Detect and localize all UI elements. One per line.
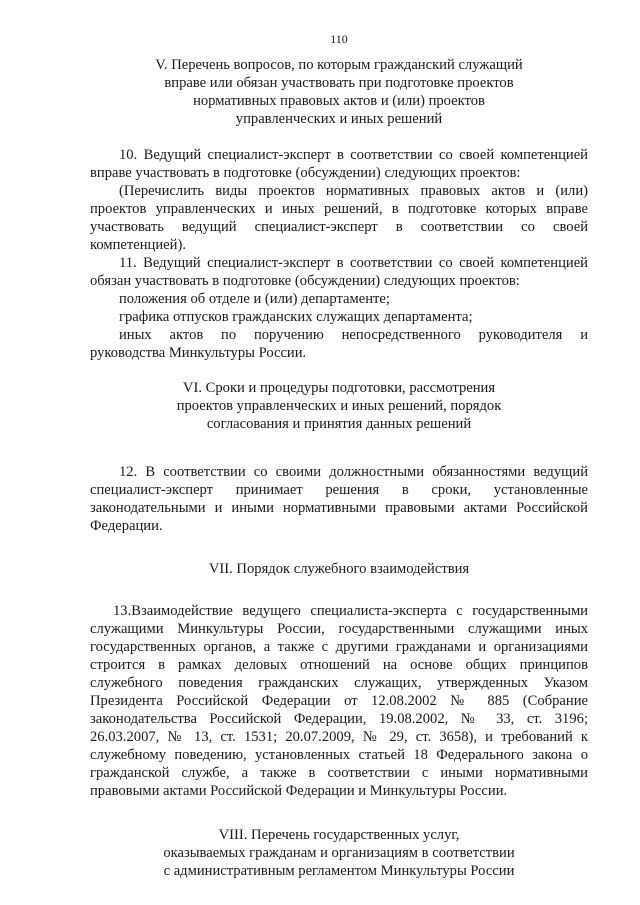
- paragraph-line: вправе участвовать в подготовке (обсуждении) следующих проектов:: [90, 165, 521, 181]
- paragraph-line: служебного поведения гражданских служащих, утвержденных Указом: [90, 675, 588, 691]
- paragraph-line: законодательными и иными нормативными правовыми актами Российской: [90, 500, 588, 516]
- paragraph-line: специалист-эксперт принимает решения в сроки, установленные: [90, 482, 588, 498]
- paragraph-13: [90, 602, 588, 800]
- heading-line: VI. Сроки и процедуры подготовки, рассмотрения: [182, 380, 496, 396]
- page-number: 110: [330, 32, 348, 46]
- paragraph-line: правовыми актами Российской Федерации и Минкультуры России.: [90, 783, 508, 799]
- paragraph-line: иных актов по поручению непосредственного руководителя и: [119, 327, 588, 343]
- paragraph-line: 10. Ведущий специалист-эксперт в соответствии со своей компетенцией: [119, 147, 588, 163]
- heading-line: согласования и принятия данных решений: [206, 416, 472, 432]
- heading-line: вправе или обязан участвовать при подготовке проектов: [164, 75, 514, 91]
- paragraph-line: Федерации.: [90, 518, 163, 534]
- paragraph-line: 26.03.2007, № 13, ст. 1531; 20.07.2009, № 29, ст. 3658), и требований к: [90, 729, 588, 745]
- paragraph-line: 12. В соответствии со своими должностными обязанностями ведущий: [119, 464, 588, 480]
- paragraph-line: проектов управленческих и иных решений, в подготовке которых вправе: [90, 201, 588, 217]
- heading-line: нормативных правовых актов и (или) проектов: [193, 93, 485, 109]
- heading-line: V. Перечень вопросов, по которым гражданский служащий: [155, 57, 523, 73]
- heading-line: управленческих и иных решений: [235, 111, 443, 127]
- paragraph-11: [90, 254, 588, 362]
- section-v-heading: [90, 56, 588, 128]
- paragraph-line: Президента Российской Федерации от 12.08.2002 № 885 (Собрание: [90, 693, 588, 709]
- paragraph-12: [90, 463, 588, 535]
- section-viii-heading: [90, 826, 588, 880]
- paragraph-line: государственных органов, а также с другими гражданами и организациями: [90, 639, 588, 655]
- heading-line: VIII. Перечень государственных услуг,: [218, 827, 460, 843]
- section-vi-heading: [90, 379, 588, 433]
- paragraph-line: 13.Взаимодействие ведущего специалиста-эксперта с государственными: [113, 603, 588, 619]
- paragraph-line: 11. Ведущий специалист-эксперт в соответствии со своей компетенцией: [119, 255, 588, 271]
- heading-line: с административным регламентом Минкультуры России: [163, 863, 515, 879]
- paragraph-line: служащими Минкультуры России, государственными служащими иных: [90, 621, 588, 637]
- heading-line: оказываемых гражданам и организациям в соответствии: [163, 845, 515, 861]
- heading-line: проектов управленческих и иных решений, порядок: [176, 398, 502, 414]
- paragraph-10: [90, 146, 588, 182]
- paragraph-line: строится в рамках деловых отношений на основе общих принципов: [90, 657, 588, 673]
- paragraph-line: обязан участвовать в подготовке (обсуждении) следующих проектов:: [90, 273, 520, 289]
- section-vii-heading: VII. Порядок служебного взаимодействия: [208, 561, 470, 577]
- list-item: положения об отделе и (или) департаменте;: [119, 291, 390, 307]
- paragraph-line: служебному поведению, установленных статьей 18 Федерального закона о: [90, 747, 588, 763]
- paragraph-10-note: [90, 182, 588, 254]
- paragraph-line: компетенцией).: [90, 237, 186, 253]
- paragraph-line: гражданской службе, а также в соответствии с иными нормативными: [90, 765, 588, 781]
- paragraph-line: (Перечислить виды проектов нормативных правовых актов и (или): [119, 183, 588, 199]
- list-item: графика отпусков гражданских служащих департамента;: [119, 309, 473, 325]
- paragraph-line: руководства Минкультуры России.: [90, 345, 307, 361]
- paragraph-line: законодательства Российской Федерации, 19.08.2002, № 33, ст. 3196;: [90, 711, 588, 727]
- paragraph-line: участвовать ведущий специалист-эксперт в соответствии со своей: [90, 219, 588, 235]
